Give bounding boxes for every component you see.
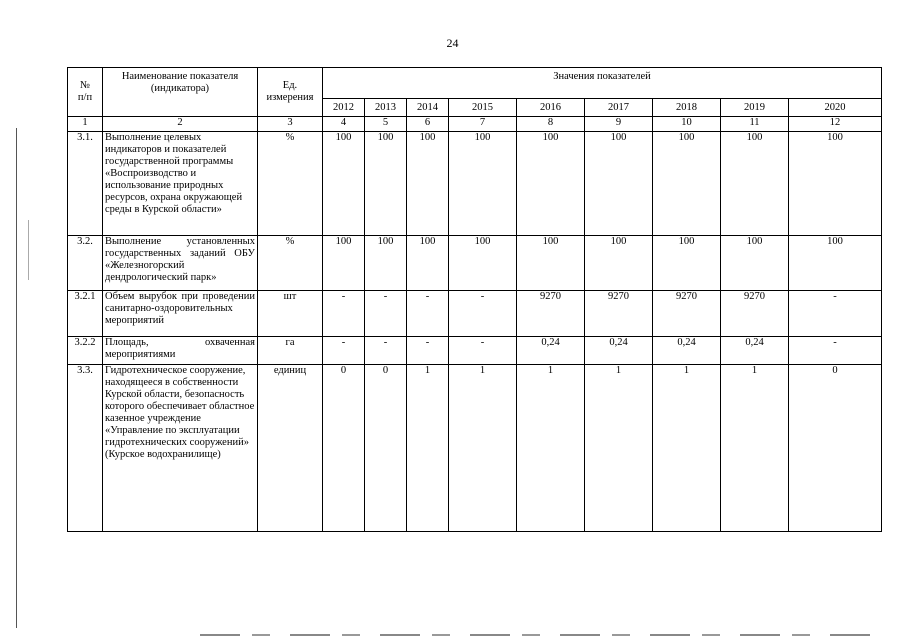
value-cell: 100 — [585, 132, 653, 236]
column-index-cell: 9 — [585, 117, 653, 132]
value-cell: 100 — [323, 236, 365, 291]
value-cell: - — [365, 337, 407, 365]
value-cell: 100 — [365, 236, 407, 291]
value-cell: 0,24 — [653, 337, 721, 365]
table-row — [68, 236, 882, 291]
value-cell: - — [323, 337, 365, 365]
value-cell: 100 — [721, 132, 789, 236]
header-values: Значения показателей — [323, 68, 882, 99]
header-num: № п/п — [68, 68, 103, 117]
year-header: 2018 — [653, 99, 721, 117]
year-header: 2016 — [517, 99, 585, 117]
header-name: Наименование показателя (индикатора) — [103, 68, 258, 117]
year-header: 2014 — [407, 99, 449, 117]
unit-cell: % — [258, 132, 323, 236]
year-header: 2013 — [365, 99, 407, 117]
unit-cell: единиц — [258, 365, 323, 532]
value-cell: 1 — [721, 365, 789, 532]
value-cell: - — [449, 337, 517, 365]
value-cell: 9270 — [517, 291, 585, 337]
value-cell: 0,24 — [517, 337, 585, 365]
value-cell: - — [407, 337, 449, 365]
unit-cell: га — [258, 337, 323, 365]
value-cell: 1 — [407, 365, 449, 532]
table-row — [68, 291, 882, 337]
column-index-cell: 2 — [103, 117, 258, 132]
row-number: 3.2.1 — [68, 291, 103, 337]
table-row — [68, 132, 882, 236]
row-number: 3.3. — [68, 365, 103, 532]
indicator-name: Объем вырубок при проведении санитарно-оздоровительных мероприятий — [103, 291, 258, 337]
row-number: 3.2. — [68, 236, 103, 291]
unit-cell: шт — [258, 291, 323, 337]
value-cell: 1 — [517, 365, 585, 532]
year-header: 2012 — [323, 99, 365, 117]
value-cell: 9270 — [721, 291, 789, 337]
value-cell: 100 — [789, 236, 882, 291]
year-header: 2015 — [449, 99, 517, 117]
scan-edge-line — [28, 220, 29, 280]
value-cell: - — [789, 337, 882, 365]
column-index-cell: 7 — [449, 117, 517, 132]
column-index-cell: 5 — [365, 117, 407, 132]
value-cell: 0,24 — [721, 337, 789, 365]
value-cell: 1 — [653, 365, 721, 532]
header-unit: Ед. измерения — [258, 68, 323, 117]
value-cell: - — [449, 291, 517, 337]
column-index-cell: 11 — [721, 117, 789, 132]
value-cell: 100 — [517, 236, 585, 291]
value-cell: 0 — [789, 365, 882, 532]
table-row — [68, 365, 882, 532]
value-cell: 100 — [789, 132, 882, 236]
scan-bottom-noise — [200, 634, 880, 636]
year-header: 2017 — [585, 99, 653, 117]
column-index-cell: 3 — [258, 117, 323, 132]
indicator-name: Гидротехническое сооружение, находящееся в собственности Курской области, безопасность которого обеспечивает областное казенное учреждение «Управление по эксплуатации гидротехнических сооружений» (Курское водохранилище) — [103, 365, 258, 532]
row-number: 3.2.2 — [68, 337, 103, 365]
year-header: 2019 — [721, 99, 789, 117]
value-cell: 100 — [585, 236, 653, 291]
value-cell: 9270 — [653, 291, 721, 337]
value-cell: - — [365, 291, 407, 337]
year-header: 2020 — [789, 99, 882, 117]
value-cell: 0 — [365, 365, 407, 532]
value-cell: 100 — [449, 132, 517, 236]
value-cell: - — [323, 291, 365, 337]
indicators-table — [67, 67, 882, 532]
column-index-cell: 10 — [653, 117, 721, 132]
value-cell: 100 — [721, 236, 789, 291]
value-cell: 100 — [407, 236, 449, 291]
value-cell: 100 — [407, 132, 449, 236]
column-index-cell: 4 — [323, 117, 365, 132]
unit-cell: % — [258, 236, 323, 291]
value-cell: 100 — [365, 132, 407, 236]
value-cell: 0,24 — [585, 337, 653, 365]
column-index-cell: 1 — [68, 117, 103, 132]
value-cell: 100 — [653, 236, 721, 291]
value-cell: 100 — [449, 236, 517, 291]
value-cell: 100 — [517, 132, 585, 236]
indicator-name: Выполнение целевых индикаторов и показателей государственной программы «Воспроизводство и использование природных ресурсов, охрана окружающей среды в Курской области» — [103, 132, 258, 236]
value-cell: - — [407, 291, 449, 337]
table-row — [68, 337, 882, 365]
row-number: 3.1. — [68, 132, 103, 236]
value-cell: 0 — [323, 365, 365, 532]
value-cell: 1 — [449, 365, 517, 532]
value-cell: 9270 — [585, 291, 653, 337]
page-number: 24 — [446, 36, 459, 50]
value-cell: 1 — [585, 365, 653, 532]
column-index-cell: 12 — [789, 117, 882, 132]
column-index-cell: 6 — [407, 117, 449, 132]
value-cell: 100 — [653, 132, 721, 236]
value-cell: 100 — [323, 132, 365, 236]
indicator-name: Площадь, охваченная мероприятиями — [103, 337, 258, 365]
column-index-cell: 8 — [517, 117, 585, 132]
value-cell: - — [789, 291, 882, 337]
scan-edge-line — [16, 128, 17, 628]
indicator-name: Выполнение установленных государственных заданий ОБУ «Железногорский дендрологический парк» — [103, 236, 258, 291]
